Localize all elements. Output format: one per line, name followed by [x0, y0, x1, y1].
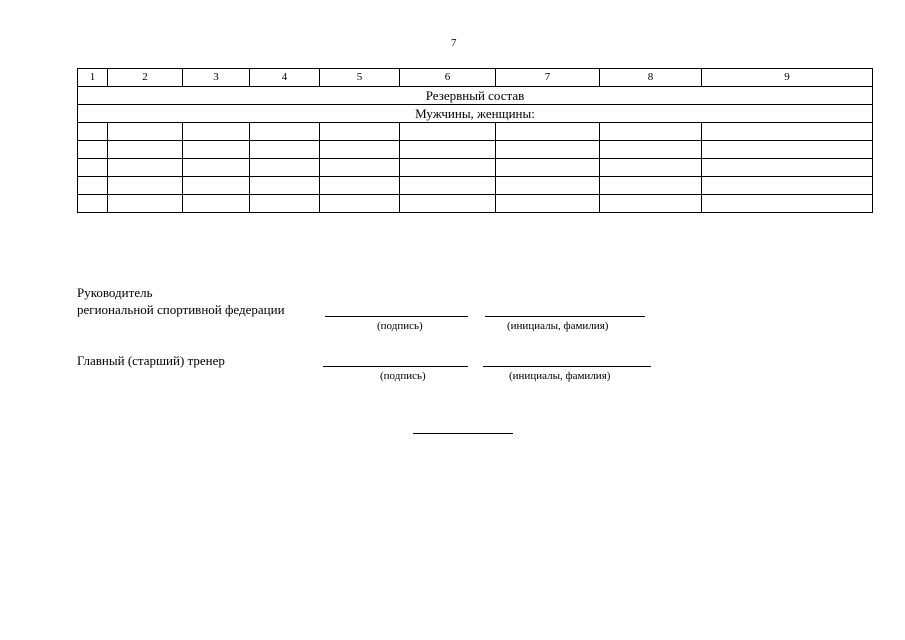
table-cell	[702, 177, 873, 195]
subsection-title: Мужчины, женщины:	[78, 105, 873, 123]
head-title-line2: региональной спортивной федерации	[77, 302, 285, 317]
col-header: 7	[496, 69, 600, 87]
table-cell	[108, 141, 183, 159]
table-cell	[600, 195, 702, 213]
table-cell	[108, 177, 183, 195]
table-cell	[78, 177, 108, 195]
table-cell	[400, 123, 496, 141]
coach-name-line	[483, 366, 651, 367]
table-cell	[496, 141, 600, 159]
table-cell	[320, 141, 400, 159]
table-row	[78, 195, 873, 213]
col-header: 3	[183, 69, 250, 87]
head-name-line	[485, 316, 645, 317]
page-number: 7	[451, 37, 457, 49]
table-cell	[108, 123, 183, 141]
table-cell	[250, 123, 320, 141]
table-cell	[320, 159, 400, 177]
table-cell	[250, 195, 320, 213]
table-cell	[496, 123, 600, 141]
table-cell	[78, 123, 108, 141]
table-cell	[496, 195, 600, 213]
table-cell	[183, 141, 250, 159]
table-cell	[496, 159, 600, 177]
col-header: 8	[600, 69, 702, 87]
table-cell	[78, 195, 108, 213]
col-header: 2	[108, 69, 183, 87]
col-header: 5	[320, 69, 400, 87]
subsection-row	[78, 105, 873, 123]
empty-rows	[78, 123, 873, 213]
head-title-line1: Руководитель	[77, 285, 153, 300]
table-cell	[600, 177, 702, 195]
table-cell	[400, 177, 496, 195]
table-cell	[600, 159, 702, 177]
coach-title: Главный (старший) тренер	[77, 353, 225, 368]
table-cell	[320, 177, 400, 195]
table-cell	[183, 159, 250, 177]
table-cell	[250, 141, 320, 159]
table-cell	[400, 141, 496, 159]
table-cell	[400, 195, 496, 213]
table-cell	[183, 195, 250, 213]
table-cell	[250, 177, 320, 195]
coach-name-caption: (инициалы, фамилия)	[509, 370, 611, 382]
table-row	[78, 141, 873, 159]
section-title: Резервный состав	[78, 87, 873, 105]
table-cell	[600, 141, 702, 159]
head-sign-caption: (подпись)	[377, 320, 423, 332]
table-cell	[400, 159, 496, 177]
col-header: 9	[702, 69, 873, 87]
closing-rule	[413, 433, 513, 434]
col-header: 1	[78, 69, 108, 87]
table-cell	[702, 123, 873, 141]
table-cell	[250, 159, 320, 177]
col-header: 6	[400, 69, 496, 87]
head-name-caption: (инициалы, фамилия)	[507, 320, 609, 332]
table-cell	[496, 177, 600, 195]
table-cell	[702, 159, 873, 177]
table-cell	[320, 195, 400, 213]
section-row	[78, 87, 873, 105]
coach-sign-caption: (подпись)	[380, 370, 426, 382]
table-cell	[78, 141, 108, 159]
head-signature-line	[325, 316, 468, 317]
header-row	[78, 69, 873, 87]
coach-signature-line	[323, 366, 468, 367]
table-cell	[600, 123, 702, 141]
col-header: 4	[250, 69, 320, 87]
table-cell	[108, 159, 183, 177]
table-cell	[320, 123, 400, 141]
table-row	[78, 159, 873, 177]
table-row	[78, 123, 873, 141]
table-cell	[183, 177, 250, 195]
table-cell	[183, 123, 250, 141]
table-cell	[702, 141, 873, 159]
reserve-table	[77, 68, 873, 213]
table-cell	[108, 195, 183, 213]
table-cell	[78, 159, 108, 177]
table-row	[78, 177, 873, 195]
table-cell	[702, 195, 873, 213]
